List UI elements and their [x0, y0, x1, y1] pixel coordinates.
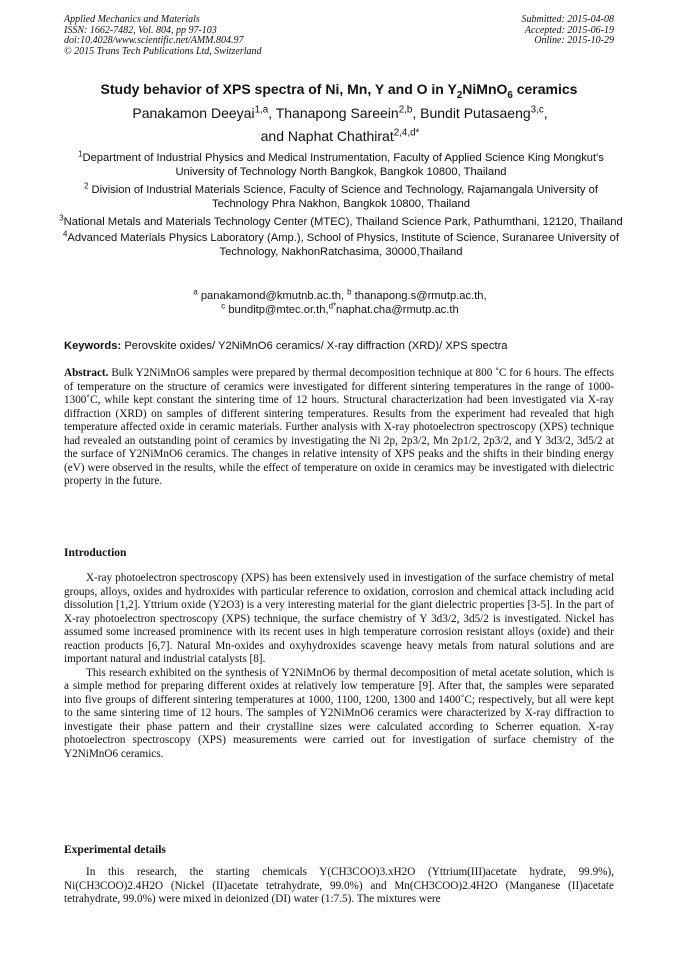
email-a[interactable]: panakamond@kmutnb.ac.th, — [200, 290, 345, 302]
introduction-body — [64, 572, 614, 761]
affiliation-2: $^2$ Division of Industrial Materials Science, Faculty of Science and Technology, Rajamangala University of Technology Phra Nakhon, Bangkok 10800, Thailand — [84, 181, 598, 210]
introduction-heading: Introduction — [64, 547, 127, 559]
author-4: and Naphat Chathirat — [260, 128, 394, 144]
email-c[interactable]: bunditp@mtec.or.th, — [228, 304, 329, 316]
affiliation-3: $^3$National Metals and Materials Technology Center (MTEC), Thailand Science Park, Pathumthani, 12120, Thailand — [59, 213, 623, 229]
experimental-body — [64, 866, 614, 907]
experimental-paragraph-1: In this research, the starting chemicals Y(CH3COO)3.xH2O (Yttrium(III)acetate hydrate, 99.9%), Ni(CH3COO)2.4H2O (Nickel (II)acetate tetrahydrate, 99.0%) and Mn(CH3COO)2.4H2O (Manganese (II)acetate tetrahydrate, 99.0%) were mixed in deionized (DI) water (1:7.5). The mixtures were — [64, 866, 614, 905]
dates-info — [522, 15, 615, 47]
intro-paragraph-2: This research exhibited on the synthesis of Y2NiMnO6 by thermal decomposition of metal acetate solution, which is a simple method for preparing different oxides at relatively low temperature [9]. After that, the samples were separated into five groups of different sintering temperatures at 1000, 1100, 1200, 1300 and 1400˚C; respectively, but all were kept to the same sintering time of 12 hours. The samples of Y2NiMnO6 ceramics were characterized by X-ray diffraction to investigate their phase pattern and their crystalline sizes were calculated according to Scherrer equation. X-ray photoelectron spectroscopy (XPS) measurements were carried out for investigation of surface chemistry of the Y2NiMnO6 ceramics. — [64, 666, 614, 760]
abstract-label: Abstract. — [64, 367, 109, 379]
email-d[interactable]: naphat.cha@rmutp.ac.th — [336, 304, 459, 316]
author-3: Bundit Putasaeng — [420, 105, 531, 121]
journal-issn: ISSN: 1662-7482, Vol. 804, pp 97-103 — [64, 24, 217, 36]
affiliation-4: $^4$Advanced Materials Physics Laboratory (Amp.), School of Physics, Institute of Science, Suranaree University of Technology, NakhonRatchasima, 30000,Thailand — [63, 229, 619, 258]
affiliation-list — [56, 149, 626, 261]
email-list: $^a$ panakamond@kmutnb.ac.th, $^b$ thanapong.s@rmutp.ac.th, $^c$ bunditp@mtec.or.th,$^{d*}$naphat.cha@rmutp.ac.th — [193, 287, 487, 316]
journal-copyright: © 2015 Trans Tech Publications Ltd, Switzerland — [64, 45, 262, 57]
author-2: Thanapong Sareein — [275, 105, 399, 121]
keywords — [64, 339, 624, 353]
experimental-heading: Experimental details — [64, 844, 166, 856]
abstract-text: Bulk Y2NiMnO6 samples were prepared by thermal decomposition technique at 800 ˚C for 6 hours. The effects of temperature on the structure of ceramics were investigated for different sintering temperatures in the range of 1000-1300˚C, while kept constant the sintering time of 12 hours. Structural characterization had been investigated via X-ray diffraction (XRD) on samples of different sintering temperatures. Results from the experiment had revealed that high temperature affected oxide in ceramic materials. Further analysis with X-ray photoelectron spectroscopy (XPS) technique had revealed an outstanding point of ceramics by investigating the Ni 2p, 2p3/2, Mn 2p1/2, 2p3/2, and Y 3d3/2, 3d5/2 at the surface of Y2NiMnO6 ceramics. The changes in relative intensity of XPS peaks and the shifts in their binding energy (eV) were observed in the results, while the effect of temperature on oxide in ceramics may be investigated with dielectric property in the future. — [64, 367, 614, 487]
journal-name: Applied Mechanics and Materials — [64, 14, 200, 25]
journal-info — [64, 15, 262, 57]
email-b[interactable]: thanapong.s@rmutp.ac.th, — [354, 290, 487, 302]
keywords-text: Perovskite oxides/ Y2NiMnO6 ceramics/ X-ray diffraction (XRD)/ XPS spectra — [124, 340, 508, 352]
author-list: Panakamon Deeyai$^{1,a}$, Thanapong Sareein$^{2,b}$, Bundit Putasaeng$^{3,c}$, and Naphat Chathirat$^{2,4,d*}$ — [132, 104, 548, 144]
online-date: Online: 2015-10-29 — [534, 35, 614, 46]
abstract — [64, 367, 614, 489]
submitted-date: Submitted: 2015-04-08 — [521, 14, 614, 25]
affiliation-1: $^1$Department of Industrial Physics and Medical Instrumentation, Faculty of Applied Science King Mongkut's University of Technology North Bangkok, Bangkok 10800, Thailand — [78, 149, 604, 178]
accepted-date: Accepted: 2015-06-19 — [524, 24, 614, 36]
keywords-label: Keywords: — [64, 340, 122, 352]
paper-title: Study behavior of XPS spectra of Ni, Mn, Y and O in $Y_2NiMnO_6$ ceramics — [100, 81, 578, 101]
author-1: Panakamon Deeyai — [132, 105, 255, 121]
intro-paragraph-1: X-ray photoelectron spectroscopy (XPS) has been extensively used in investigation of the surface chemistry of metal groups, alloys, oxides and hydroxides with particular reference to oxidation, corrosion and chemical attack including acid dissolution [1,2]. Yttrium oxide (Y2O3) is a very interesting material for the giant dielectric properties [3-5]. In the part of X-ray photoelectron spectroscopy (XPS) technique, the surface chemistry of Y 3d3/2, 3d5/2 is investigated. Nickel has assumed some increased prominence with its recent uses in high temperature corrosion resistant alloys (oxide) and their reaction products [6,7]. Natural Mn-oxides and oxyhydroxides scavenge heavy metals from natural solutions and are important natural and industrial catalysts [8]. — [64, 572, 614, 665]
journal-doi: doi:10.4028/www.scientific.net/AMM.804.97 — [64, 35, 244, 46]
